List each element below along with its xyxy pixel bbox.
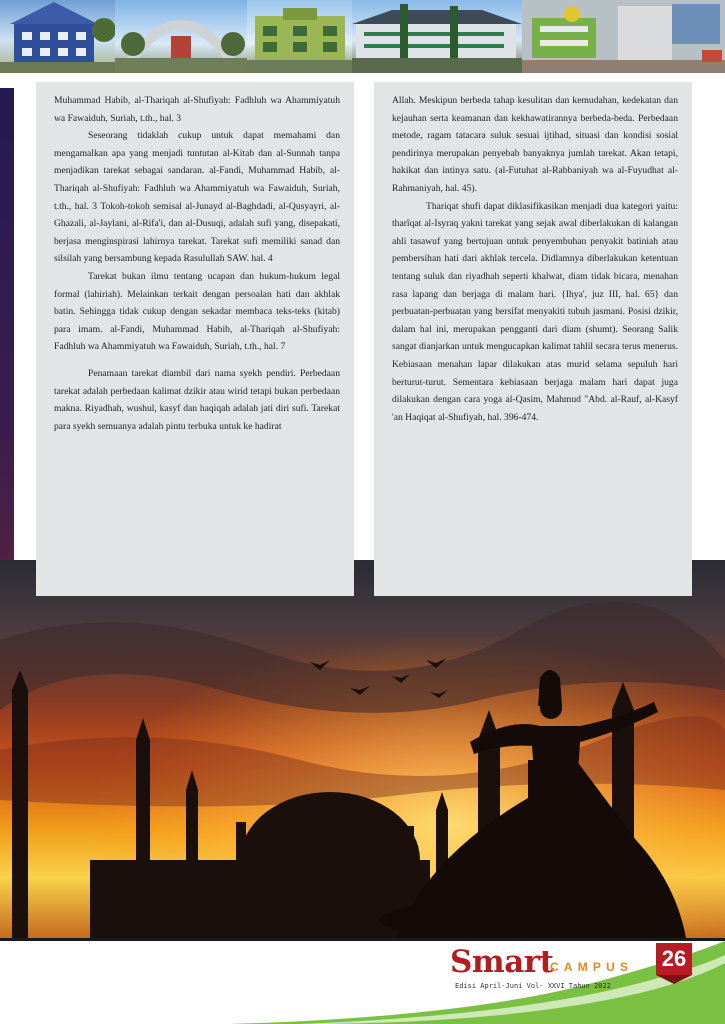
edition-info: Edisi April-Juni Vol- XXVI Tahun 2022 [455, 982, 611, 990]
right-paragraph-2: Thariqat shufi dapat diklasifikasikan menjadi dua kategori yaitu: tharîqat al-Isyraq yakni tarekat yang sejak awal diberlakukan di kalangan ahli tasawuf yang bertujuan untuk penyembuhan penyakit batiniah atau pembersihan hati dari akhlak tercela. Didlamnya diberlakukan ketentuan tentang suluk dan riyadhah seperti khalwat, diam tidak bicara, menahan rasa lapang dan berjaga di malam hari. {Ihya', juz III, hal. 65} dan perbuatan-perbuatan yang bersifat menyakiti tubuh jasmani. Posisi dzikir, dalam hal ini, merupakan pengganti dari diam (shumt). Seorang Salik sangat dianjarkan untuk mengucapkan kalimat tahlil secara terus menerus. Kebiasaan menahan lapar dilakukan atas murid selama sepuluh hari berturut-turut. Sementara kebiasaan berjaga malam hari dapat juga dilakukan dengan cara yoga al-Qasim, Mahmud "Abd. al-Rauf, al-Kasyf 'an Haqiqat al-Shufiyah, hal. 396-474. [392, 200, 678, 423]
left-paragraph-3: Tarekat bukan ilmu tentang ucapan dan hukum-hukum legal formal (lahiriah). Melainkan terkait dengan persoalan hati dan akhlak batin. Sehingga tidak cukup dengan sekadar membaca teks-teks (kitab) para imam. al-Fandi, Muhammad Habib, al-Thariqah al-Shufiyah: Fadhluh wa Ahammiyatuh wa Fawaiduh, Suriah, t.th., hal. 7 [54, 270, 340, 353]
logo-campus-text: CAMPUS [550, 960, 634, 974]
building-photo [0, 0, 115, 73]
header-photo-strip [0, 0, 725, 73]
sunset-mosque-illustration [0, 560, 725, 938]
gate-photo [115, 0, 247, 73]
page-badge-tail [656, 975, 692, 984]
logo-smart-text: Smart [450, 944, 554, 980]
article-column-left [36, 82, 354, 596]
page-number: 26 [656, 943, 692, 975]
aerial-campus-photo [522, 0, 725, 73]
green-swoosh-decoration [0, 941, 725, 1024]
left-paragraph-4: Penamaan tarekat diambil dari nama syekh pendiri. Perbedaan tarekat adalah perbedaan kalimat dzikir atau wirid tetapi bukan perbedaan makna. Riyadhah, wushul, kasyf dan haqiqah adalah jati diri sufi. Tarekat para syekh semuanya adalah pintu terbuka untuk ke hadirat [54, 367, 340, 432]
left-paragraph-2: Seseorang tidaklah cukup untuk dapat memahami dan mengamalkan apa yang menjadi tuntutan al-Kitab dan al-Sunnah tanpa menjadikan tarekat sebagai sandaran. al-Fandi, Muhammad Habib, al-Thariqah al-Shufiyah: Fadhluh wa Ahammiyatuh wa Fawaiduh, Suriah, t.th., hal. 3 Tokoh-tokoh semisal al-Junayd al-Baghdadi, al-Qusyayri, al-Ghazali, al-Jaylani, al-Rifa'i, dan al-Dusuqi, adalah sufi yang, disepakati, berjasa menginspirasi lahirnya tarekat. Tarekat sufi memiliki sanad dan silsilah yang bersambung kepada Rasulullah SAW. hal. 4 [54, 130, 340, 265]
green-building-photo [247, 0, 352, 73]
left-paragraph-1: Muhammad Habib, al-Thariqah al-Shufiyah: Fadhluh wa Ahammiyatuh wa Fawaiduh, Suriah, t.th., hal. 3 [54, 95, 340, 124]
article-column-right [374, 82, 692, 596]
right-paragraph-1: Allah. Meskipun berbeda tahap kesulitan dan kemudahan, kedekatan dan kejauhan serta keamanan dan kekhawatirannya berbeda-beda. Perbedaan metode, ragam tatacara suluk sesuai ijtihad, situasi dan kondisi sosial pendirinya merupakan penyebab banyaknya jumlah tarekat. Akan tetapi, hakikat dan intinya satu. (al-Futuhat al-Rabbaniyah wa al-Fuyudhat al-Rahmaniyah, hal. 45). [392, 95, 678, 194]
campus-photo [352, 0, 522, 73]
